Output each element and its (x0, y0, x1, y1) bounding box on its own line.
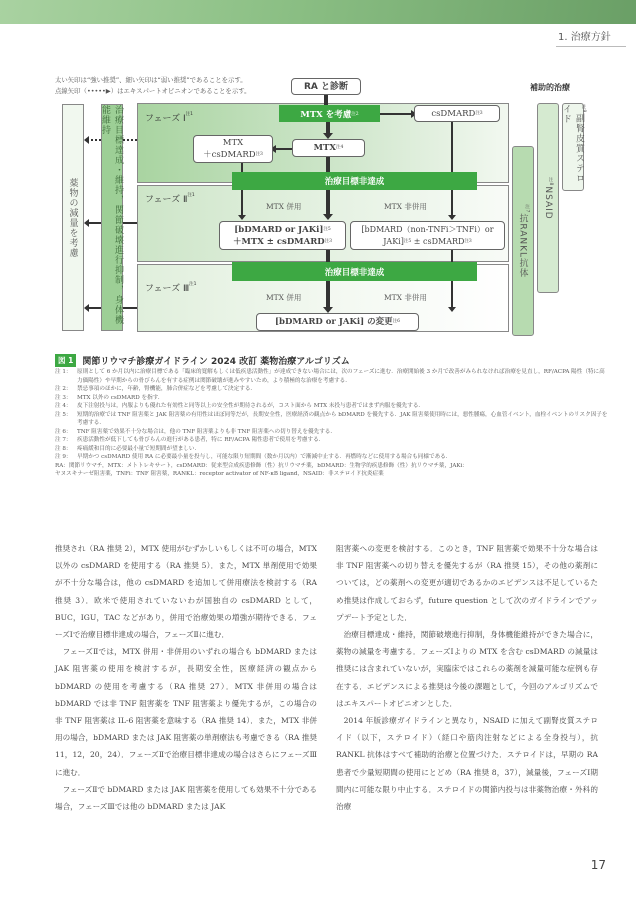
phase3-change-box: [bDMARD or JAKi] の変更$^{注6}$ (256, 313, 419, 331)
note-item: 注 8： 疼痛緩和目的に必要最小量で短期間が望ましい． (55, 445, 201, 452)
arrow-line (451, 281, 453, 308)
mtx-not-combined-label-3: MTX 非併用 (384, 293, 427, 302)
not-achieved-bar-2: 治療目標非達成 (232, 262, 477, 281)
paragraph: フェーズⅡでは，MTX 併用・非併用のいずれの場合も bDMARD または JAK 阻害薬の使用を検討するが，長期安全性，医療経済の観点から bDMARD の使用を考慮する（RA 推奨 27）．MTX 非併用の場合は bDMARD では非 TNF 阻害薬を TNF 阻害薬より優先するが，この場合の非 TNF 阻害薬は IL-6 阻害薬を意味する（RA 推奨 14）．また，MTX 非併用の場合，bDMARD または JAK 阻害薬の単剤療法も考慮できる（RA 推奨 11，12，20，24）．フェーズⅡで治療目標非達成の場合はさらにフェーズⅢに進む． (55, 647, 317, 777)
anti-rankl-box: $^{注7}$抗RANKL抗体 (512, 146, 534, 336)
arrow-head (448, 307, 456, 312)
legend-line: 太い矢印は“強い推奨”、細い矢印は“弱い推奨”であることを示す。 (55, 76, 247, 84)
phase2-mtx-not-combined-box: [bDMARD（non-TNFi＞TNFi）or JAKi]$^{注5}$ ± csDMARD$^{注3}$ (350, 221, 505, 250)
arrow-line (123, 222, 137, 224)
goal-achieved-label: 治療目標達成・維持，関節破壊進行抑制，身体機能維持 (100, 105, 123, 325)
consider-mtx-bar: MTX を考慮 注2 (279, 105, 380, 122)
arrow-head (448, 215, 456, 220)
arrow-line (88, 222, 101, 224)
note-item: 注 3： MTX 以外の csDMARD を指す． (55, 394, 164, 401)
algorithm-diagram (0, 0, 636, 345)
ra-diagnosis-box: RA と診断 (291, 78, 361, 95)
arrow-line (380, 113, 413, 115)
note-item: 注 9： 早期かつ csDMARD 使用 RA に必要最小量を投与し，可能な限り短期間（数か月以内）で漸減中止する．再燃時などに使用する場合も同様である． (55, 454, 452, 460)
arrow-line (326, 157, 330, 173)
arrow-line (451, 190, 453, 216)
steroid-box: $^{注9}$副腎皮質ステロイド (562, 103, 584, 191)
mtx-combined-label-3: MTX 併用 (266, 293, 302, 302)
mtx-combined-label-2: MTX 併用 (266, 202, 302, 211)
reduce-drugs-box (62, 104, 84, 331)
arrow-head (84, 219, 89, 227)
chapter-label: 1. 治療方針 (556, 28, 626, 47)
body-column-left (55, 540, 317, 815)
goal-achieved-box (101, 104, 123, 331)
arrow-head (84, 136, 89, 144)
note-item: 注 7： 疾患活動性が低下しても骨びらんの進行がある患者，特に RF/ACPA 陽性患者で使用を考慮する． (55, 437, 325, 443)
body-column-right (336, 540, 598, 815)
note-item: 注 1： 原則として 6 か月以内に治療目標である「臨床的寛解もしくは低疾患活動性」が達成できない場合には，次のフェーズに進む．治療開始後 3 か月で改善がみられなければ治療を見直し，RF/ACPA 陽性（特に高力価陽性）や早期からの骨びらんを有する症例は関節破壊が進みやすいため，より積極的な治療を考慮する． (55, 369, 605, 384)
arrow-line (123, 307, 137, 309)
phase-3-label: フェーズ Ⅲ$^{注1}$ (145, 282, 197, 294)
figure-badge: 図 1 (55, 354, 76, 367)
paragraph: 治療目標達成・維持，関節破壊進行抑制，身体機能維持ができた場合に，薬物の減量を考慮する．フェーズⅠよりの MTX を含む csDMARD の減量は推奨には含まれていないが，実臨床ではこれらの薬剤を減量可能な症例も存在する．エビデンスによる推奨は今後の課題として，今回のアルゴリズムではエキスパートオピニオンとした． (336, 630, 598, 708)
arrow-line (451, 122, 453, 173)
aux-treatment-title: 補助的治療 (530, 83, 570, 92)
figure-title: 関節リウマチ診療ガイドライン 2024 改訂 薬物治療アルゴリズム (82, 357, 350, 367)
note-item: 注 5： 短期的治療では TNF 阻害薬と JAK 阻害薬の有用性はほぼ同等だが，長期安全性，医療経済の観点から bDMARD を優先する．JAK 阻害薬使用時には，悪性腫瘍，心血管イベント，血栓イベントのリスク因子を考慮する． (55, 411, 608, 426)
arrow-line (326, 190, 330, 215)
abbreviations-line: ヤヌスキナーゼ阻害薬，TNFi：TNF 阻害薬，RANKL：receptor activator of NF-κB ligand，NSAID：非ステロイド抗炎症薬 (55, 471, 384, 477)
arrow-line (326, 281, 330, 308)
mtx-not-combined-label-2: MTX 非併用 (384, 202, 427, 211)
phase-1-label: フェーズ Ⅰ$^{注1}$ (145, 112, 193, 124)
note-item: 注 6： TNF 阻害薬で効果不十分な場合は，他の TNF 阻害薬よりも非 TNF 阻害薬への切り替えを優先する． (55, 428, 336, 435)
phase2-mtx-combined-box: [bDMARD or JAKi]$^{注5}$ ＋MTX ± csDMARD$^{注3}$ (219, 221, 346, 250)
abbreviations-line: RA：関節リウマチ，MTX：メトトレキサート，csDMARD：従来型合成疾患修飾（性）抗リウマチ薬，bDMARD：生物学的疾患修飾（性）抗リウマチ薬，JAKi： (55, 462, 468, 469)
arrow-head (238, 215, 246, 220)
figure-notes (55, 368, 610, 479)
arrow-line (88, 307, 101, 309)
arrow-line (274, 148, 292, 150)
arrow-line (326, 250, 330, 262)
figure-caption (55, 354, 350, 367)
mtx-box: MTX$^{注4}$ (292, 139, 365, 157)
paragraph: 阻害薬への変更を検討する．このとき，TNF 阻害薬で効果不十分な場合は非 TNF 阻害薬への切り替えを優先するが（RA 推奨 15），その他の薬剤については，どの薬剤への変更が適切であるかのエビデンスは不足しているため推奨は作成しておらず，future question として次のガイドラインでアップデート予定とした． (336, 544, 598, 622)
dotted-arrow (123, 139, 137, 141)
note-item: 注 4： 皮下注射投与は，内服よりも優れた有効性と同等以上の安全性が期待されるが，コスト面から MTX 未投与患者ではまず内服を優先する． (55, 403, 425, 409)
nsaid-box: $^{注8}$NSAID (537, 103, 559, 293)
page-number: 17 (590, 858, 606, 872)
legend-line: 点線矢印（•••••▶）はエキスパートオピニオンであることを示す。 (55, 87, 251, 95)
legend-note (55, 75, 250, 97)
arrow-head (323, 214, 333, 220)
paragraph: 2014 年版診療ガイドラインと異なり，NSAID に加えて副腎皮質ステロイド（以下，ステロイド）（経口や筋肉注射などによる全身投与），抗 RANKL 抗体はすべて補助的治療と位置づけた．ステロイドは，早期の RA 患者で少量短期間の使用にとどめ（RA 推奨 8，37），減量後，フェーズⅠ期間内に可能な限り中止する．ステロイドの関節内投与は非薬物治療・外科的治療 (336, 716, 598, 812)
arrow-line (241, 190, 243, 216)
csdmard-box: csDMARD$^{注3}$ (414, 105, 500, 122)
paragraph: 推奨され（RA 推奨 2），MTX 使用がむずかしいもしくは不可の場合，MTX 以外の csDMARD を使用する（RA 推奨 5）．また，MTX 単剤使用で効果が不十分な場合は，他の csDMARD を追加して併用療法を検討する（RA 推奨 3）．欧米で使用されていないわが国独自の csDMARD として，BUC，IGU，TAC などがあり，併用で治療効果の増強が期待できる．フェーズⅠで治療目標非達成の場合，フェーズⅡに進む． (55, 544, 317, 640)
note-item: 注 2： 禁忌事項のほかに，年齢，腎機能，肺合併症などを考慮して決定する． (55, 386, 257, 392)
phase-2-label: フェーズ Ⅱ$^{注1}$ (145, 193, 195, 205)
paragraph: フェーズⅡで bDMARD または JAK 阻害薬を使用しても効果不十分である場合，フェーズⅢでは他の bDMARD または JAK (55, 784, 317, 812)
not-achieved-bar-1: 治療目標非達成 (232, 172, 477, 190)
arrow-line (324, 95, 328, 105)
reduce-drugs-label: 薬物の減量を考慮 (67, 177, 78, 258)
arrow-line (451, 250, 453, 262)
mtx-plus-csdmard-box: MTX ＋csDMARD$^{注3}$ (193, 135, 273, 163)
arrow-head (84, 304, 89, 312)
